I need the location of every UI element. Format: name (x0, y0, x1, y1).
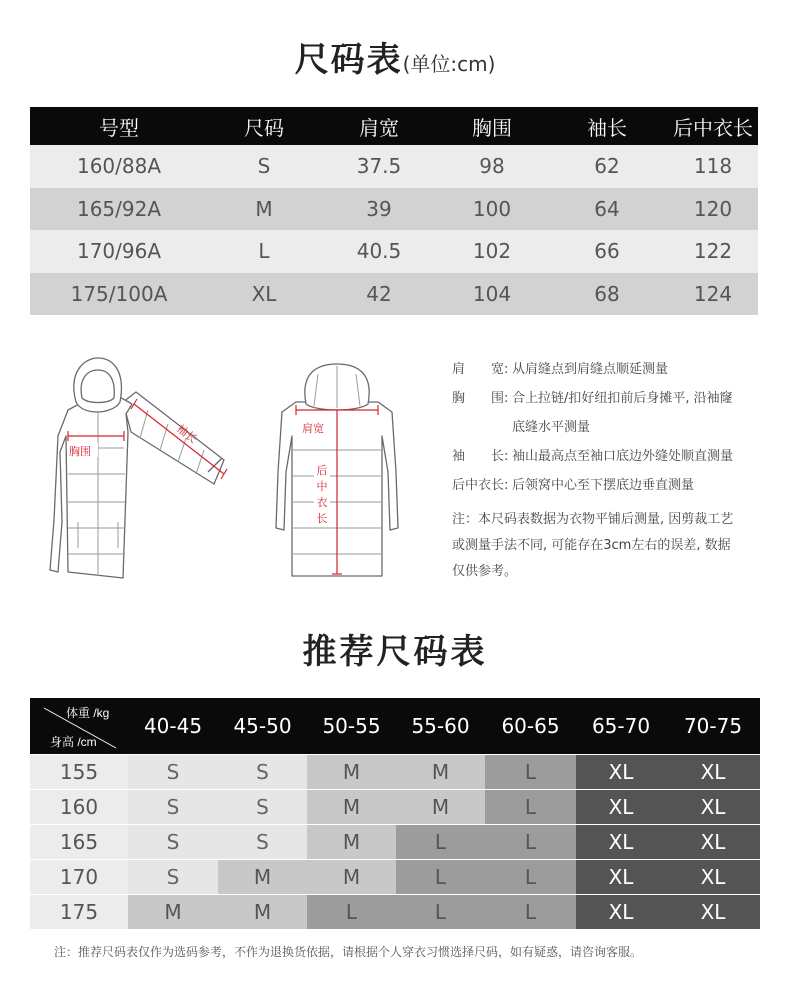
corner-height-label: 身高 /cm (50, 735, 97, 749)
recommended-size-cell: S (128, 825, 218, 859)
recommended-size-cell: XL (576, 825, 666, 859)
recommended-size-cell: S (218, 825, 307, 859)
size-chart-cell: 66 (546, 230, 668, 273)
measurement-notes (452, 358, 762, 585)
recommended-size-cell: L (485, 755, 576, 789)
size-chart-header-cell: 肩宽 (320, 107, 438, 145)
size-chart-cell: M (208, 188, 320, 231)
height-cell: 155 (30, 755, 128, 789)
recommended-size-cell: S (128, 755, 218, 789)
recommended-size-cell: XL (576, 895, 666, 929)
size-chart-header-cell: 号型 (30, 107, 208, 145)
recommended-size-cell: XL (576, 755, 666, 789)
recommend-row (30, 790, 760, 825)
recommended-size-cell: XL (576, 860, 666, 894)
height-cell: 170 (30, 860, 128, 894)
measure-note-chest: 胸 围: 合上拉链/扣好纽扣前后身摊平, 沿袖窿 (452, 391, 733, 406)
size-chart-cell: 64 (546, 188, 668, 231)
recommended-size-cell: L (307, 895, 396, 929)
coat-front-diagram (28, 352, 238, 592)
recommended-size-cell: XL (666, 790, 760, 824)
measure-note-sleeve: 袖 长: 袖山最高点至袖口底边外缝处顺直测量 (452, 449, 734, 464)
measure-note-back-length: 后中衣长: 后领窝中心至下摆底边垂直测量 (452, 478, 695, 493)
corner-weight-label: 体重 /kg (66, 706, 110, 720)
size-chart-row (30, 230, 758, 273)
size-chart-cell: 40.5 (320, 230, 438, 273)
recommended-size-cell: M (307, 755, 396, 789)
size-chart-header-cell: 袖长 (546, 107, 668, 145)
size-chart-cell: 122 (668, 230, 758, 273)
weight-header-cell: 45-50 (233, 714, 292, 738)
weight-header-cell: 65-70 (591, 714, 651, 738)
measure-note-chest-cont: 底缝水平测量 (512, 420, 591, 435)
size-chart-cell: 170/96A (30, 230, 208, 273)
size-chart-cell: 160/88A (30, 145, 208, 188)
recommended-size-cell: S (218, 755, 307, 789)
size-chart-cell: 68 (546, 273, 668, 316)
size-chart-cell: 124 (668, 273, 758, 316)
recommended-size-cell: M (307, 790, 396, 824)
recommend-row (30, 860, 760, 895)
recommended-size-cell: XL (666, 860, 760, 894)
recommended-size-cell: M (307, 860, 396, 894)
size-chart-cell: 98 (438, 145, 546, 188)
recommended-size-cell: L (485, 860, 576, 894)
recommended-size-cell: L (396, 860, 485, 894)
recommend-corner-cell (30, 698, 128, 754)
recommended-size-cell: XL (666, 895, 760, 929)
size-chart-row (30, 188, 758, 231)
size-chart-cell: 62 (546, 145, 668, 188)
size-chart-cell: 104 (438, 273, 546, 316)
weight-header-cell: 40-45 (143, 714, 203, 738)
recommend-header-row (30, 698, 760, 754)
size-chart-header-row (30, 107, 758, 145)
size-chart-row (30, 273, 758, 316)
recommended-size-cell: S (128, 860, 218, 894)
size-chart-cell: L (208, 230, 320, 273)
measure-note-shoulder: 肩 宽: 从肩缝点到肩缝点顺延测量 (452, 362, 669, 377)
recommended-size-cell: M (218, 895, 307, 929)
recommended-size-cell: S (218, 790, 307, 824)
height-cell: 175 (30, 895, 128, 929)
size-chart-cell: 120 (668, 188, 758, 231)
size-chart-cell: 165/92A (30, 188, 208, 231)
recommended-size-cell: L (485, 790, 576, 824)
size-chart-cell: 42 (320, 273, 438, 316)
size-chart-cell: 175/100A (30, 273, 208, 316)
coat-back-diagram (262, 352, 412, 592)
recommend-title: 推荐尺码表 (302, 632, 488, 672)
size-chart-title-block (0, 32, 790, 81)
recommend-row (30, 755, 760, 790)
size-chart-cell: 100 (438, 188, 546, 231)
weight-header-cell: 60-65 (501, 714, 560, 738)
back-length-label: 后中衣长 (316, 465, 328, 525)
size-chart-table (30, 107, 758, 315)
recommended-size-cell: XL (666, 825, 760, 859)
recommended-size-cell: L (396, 825, 485, 859)
weight-header-cell: 55-60 (411, 714, 470, 738)
recommended-size-cell: S (128, 790, 218, 824)
size-chart-header-cell: 胸围 (438, 107, 546, 145)
weight-header-cell: 50-55 (322, 714, 381, 738)
size-chart-cell: S (208, 145, 320, 188)
recommended-size-cell: M (307, 825, 396, 859)
recommended-size-cell: XL (576, 790, 666, 824)
shoulder-label: 肩宽 (302, 423, 324, 435)
size-chart-cell: 118 (668, 145, 758, 188)
recommended-size-cell: M (396, 790, 485, 824)
recommended-size-cell: XL (666, 755, 760, 789)
size-chart-row (30, 145, 758, 188)
size-chart-cell: 102 (438, 230, 546, 273)
size-chart-cell: 37.5 (320, 145, 438, 188)
recommended-size-cell: L (396, 895, 485, 929)
size-chart-cell: XL (208, 273, 320, 316)
sleeve-label: 袖长 (174, 422, 199, 446)
recommended-size-cell: M (218, 860, 307, 894)
recommended-size-cell: M (128, 895, 218, 929)
chest-label: 胸围 (69, 446, 91, 458)
size-chart-title: 尺码表 (294, 40, 403, 80)
size-chart-header-cell: 后中衣长 (668, 107, 758, 145)
size-chart-header-cell: 尺码 (208, 107, 320, 145)
measurement-disclaimer: 注：本尺码表数据为衣物平铺后测量, 因剪裁工艺 或测量手法不同, 可能存在3cm左右的误差, 数据 仅供参考。 (452, 512, 734, 579)
size-chart-cell: 39 (320, 188, 438, 231)
recommended-size-cell: L (485, 825, 576, 859)
recommended-size-cell: M (396, 755, 485, 789)
recommend-row (30, 825, 760, 860)
weight-header-cell: 70-75 (683, 714, 743, 738)
recommended-size-cell: L (485, 895, 576, 929)
recommend-row (30, 895, 760, 930)
height-cell: 160 (30, 790, 128, 824)
size-chart-unit: (单位:cm) (402, 52, 496, 76)
recommend-footnote: 注：推荐尺码表仅作为选码参考，不作为退换货依据，请根据个人穿衣习惯选择尺码，如有疑惑，请咨询客服。 (54, 945, 643, 959)
height-cell: 165 (30, 825, 128, 859)
